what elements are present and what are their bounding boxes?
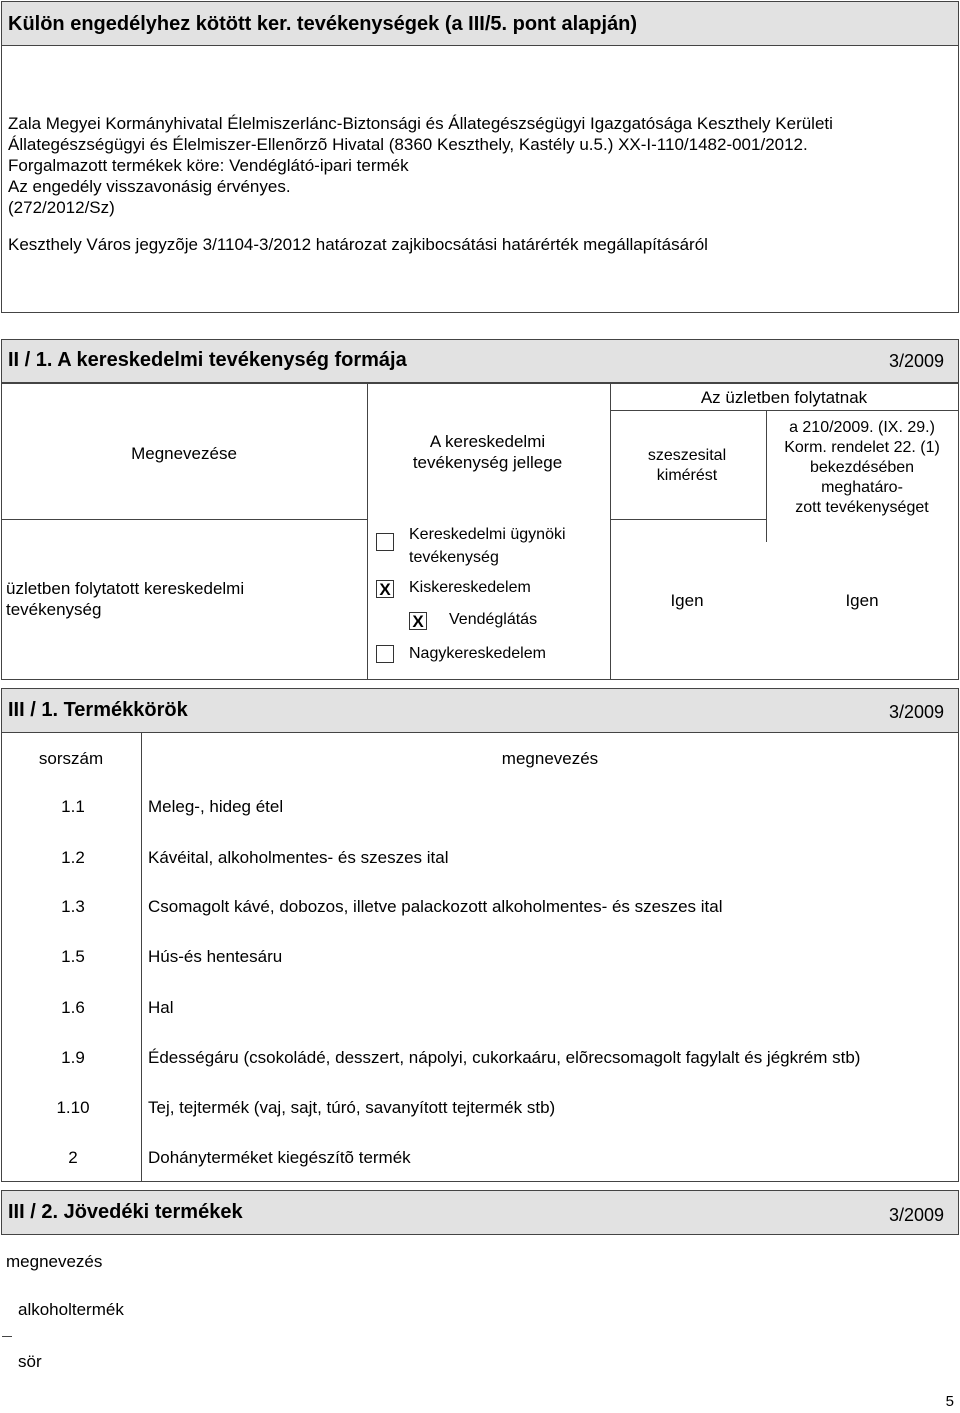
permit-line: Állategészségügyi és Élelmiszer-Ellenõrzõ Hivatal (8360 Keszthely, Kastély u.5.) XX-I-110/1482-001/2012. — [8, 135, 808, 154]
header-nature — [367, 431, 608, 473]
option-agent-label — [409, 525, 566, 568]
product-row-name: Hal — [148, 998, 174, 1017]
section-code: 3/2009 — [888, 702, 944, 722]
product-row-name: Tej, tejtermék (vaj, sajt, túró, savanyított tejtermék stb) — [148, 1098, 556, 1117]
header-store-group: Az üzletben folytatnak — [700, 388, 868, 407]
permit-line: Zala Megyei Kormányhivatal Élelmiszerlánc-Biztonsági és Állategészségügyi Igazgatósága Keszthely Kerületi — [8, 114, 833, 133]
column-header-name: megnevezés — [501, 749, 599, 768]
permit-line: Forgalmazott termékek köre: Vendéglátó-ipari termék — [8, 156, 409, 175]
product-row-number: 1.6 — [61, 998, 85, 1017]
excise-row: alkoholtermék — [18, 1300, 124, 1319]
product-row-name: Csomagolt kávé, dobozos, illetve palackozott alkoholmentes- és szeszes ital — [148, 897, 723, 916]
section-header-special-permits — [1, 1, 959, 46]
product-row-name: Kávéital, alkoholmentes- és szeszes ital — [148, 848, 449, 867]
header-alcohol-line: kimérést — [656, 467, 718, 484]
header-nature-line: tevékenység jellege — [412, 453, 563, 472]
page-number: 5 — [945, 1393, 954, 1410]
product-row-number: 1.1 — [61, 797, 85, 816]
permit-text — [8, 113, 948, 218]
product-row-number: 1.2 — [61, 848, 85, 867]
excise-row: sör — [18, 1352, 42, 1371]
header-decree-line: meghatáro- — [821, 479, 903, 496]
option-label-line: Kereskedelmi ügynöki — [409, 526, 566, 543]
product-row-name: Dohányterméket kiegészítõ termék — [148, 1148, 411, 1167]
product-row-number: 1.5 — [61, 947, 85, 966]
checkbox-agent[interactable] — [376, 533, 394, 551]
row-name-line: tevékenység — [6, 600, 102, 619]
section-title: II / 1. A kereskedelmi tevékenység formája — [8, 349, 407, 371]
row-name-line: üzletben folytatott kereskedelmi — [6, 579, 245, 598]
product-row-name: Hús-és hentesáru — [148, 947, 283, 966]
product-row-number: 1.9 — [61, 1048, 85, 1067]
row-name — [6, 578, 356, 620]
section-title: III / 2. Jövedéki termékek — [8, 1201, 243, 1223]
header-name: Megnevezése — [131, 444, 237, 463]
header-alcohol-line: szeszesital — [647, 447, 727, 464]
checkbox-wholesale[interactable] — [376, 645, 394, 663]
header-decree-line: bekezdésében — [809, 459, 915, 476]
product-row-number: 1.10 — [56, 1098, 90, 1117]
product-row-number: 2 — [68, 1148, 78, 1167]
section-code: 3/2009 — [888, 351, 944, 371]
product-row-name: Édességáru (csokoládé, desszert, nápolyi, cukorkaáru, elõrecsomagolt fagylalt és jégkrém stb) — [148, 1048, 861, 1067]
section-title: III / 1. Termékkörök — [8, 699, 188, 721]
column-header-number: sorszám — [38, 749, 104, 768]
option-retail-label: Kiskereskedelem — [409, 579, 531, 596]
permit-extra-line: Keszthely Város jegyzõje 3/1104-3/2012 határozat zajkibocsátási határérték megállapításáról — [8, 235, 708, 254]
permit-line: (272/2012/Sz) — [8, 198, 115, 217]
permit-line: Az engedély visszavonásig érvényes. — [8, 177, 291, 196]
header-decree-line: zott tevékenységet — [795, 499, 929, 516]
section-header-trade-form — [1, 339, 959, 383]
product-row-number: 1.3 — [61, 897, 85, 916]
header-decree-line: a 210/2009. (IX. 29.) — [789, 419, 935, 436]
row-decree-value: Igen — [845, 591, 879, 610]
section-header-product-groups — [1, 688, 959, 733]
checkbox-retail[interactable]: X — [376, 580, 394, 598]
section-title: Külön engedélyhez kötött ker. tevékenységek (a III/5. pont alapján) — [8, 13, 638, 35]
divider — [2, 1336, 12, 1337]
section-header-excise-products — [1, 1190, 959, 1235]
checkbox-catering[interactable]: X — [409, 612, 427, 630]
excise-column-header: megnevezés — [6, 1252, 103, 1271]
header-decree — [766, 418, 958, 518]
header-alcohol — [610, 446, 764, 486]
product-row-name: Meleg-, hideg étel — [148, 797, 284, 816]
header-decree-line: Korm. rendelet 22. (1) — [784, 439, 940, 456]
row-alcohol-value: Igen — [670, 591, 704, 610]
section-code: 3/2009 — [888, 1205, 944, 1225]
header-nature-line: A kereskedelmi — [429, 432, 546, 451]
option-catering-label: Vendéglátás — [449, 611, 538, 628]
special-permits-box — [1, 45, 959, 313]
option-wholesale-label: Nagykereskedelem — [409, 645, 546, 662]
option-label-line: tevékenység — [409, 549, 499, 566]
